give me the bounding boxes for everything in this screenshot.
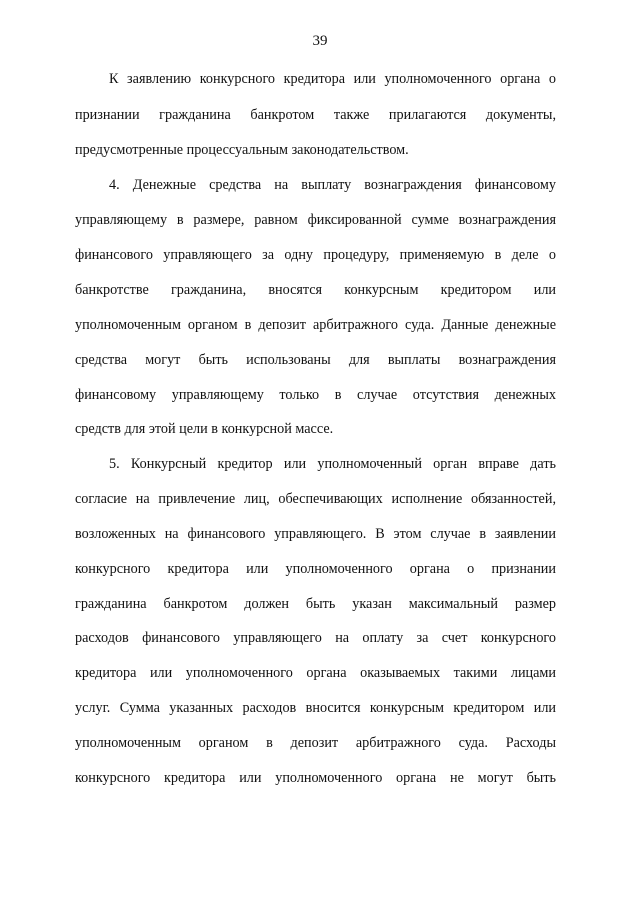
text-line: уполномоченным органом в депозит арбитражного суда. Данные денежные	[75, 317, 556, 333]
text-line: уполномоченным органом в депозит арбитражного суда. Расходы	[75, 735, 556, 751]
text-line: управляющему в размере, равном фиксированной сумме вознаграждения	[75, 212, 556, 228]
text-line: предусмотренные процессуальным законодательством.	[75, 142, 409, 158]
text-line: гражданина банкротом должен быть указан максимальный размер	[75, 596, 556, 612]
page-number: 39	[312, 33, 328, 49]
text-line: признании гражданина банкротом также прилагаются документы,	[75, 107, 556, 123]
text-line: расходов финансового управляющего на оплату за счет конкурсного	[75, 630, 556, 646]
text-line: конкурсного кредитора или уполномоченного органа о признании	[75, 561, 556, 577]
text-line: средств для этой цели в конкурсной массе.	[75, 421, 334, 437]
text-line: конкурсного кредитора или уполномоченного органа не могут быть	[75, 770, 556, 786]
text-line: финансовому управляющему только в случае отсутствия денежных	[75, 387, 556, 403]
text-line: банкротстве гражданина, вносятся конкурсным кредитором или	[75, 282, 556, 298]
text-line: услуг. Сумма указанных расходов вносится конкурсным кредитором или	[75, 700, 556, 716]
text-line: 4. Денежные средства на выплату вознаграждения финансовому	[109, 177, 556, 193]
text-line: средства могут быть использованы для выплаты вознаграждения	[75, 352, 556, 368]
text-line: кредитора или уполномоченного органа оказываемых такими лицами	[75, 665, 556, 681]
text-line: К заявлению конкурсного кредитора или уполномоченного органа о	[109, 71, 556, 87]
text-line: возложенных на финансового управляющего. В этом случае в заявлении	[75, 526, 556, 542]
text-line: согласие на привлечение лиц, обеспечивающих исполнение обязанностей,	[75, 491, 556, 507]
text-line: финансового управляющего за одну процедуру, применяемую в деле о	[75, 247, 556, 263]
text-line: 5. Конкурсный кредитор или уполномоченный орган вправе дать	[109, 456, 556, 472]
